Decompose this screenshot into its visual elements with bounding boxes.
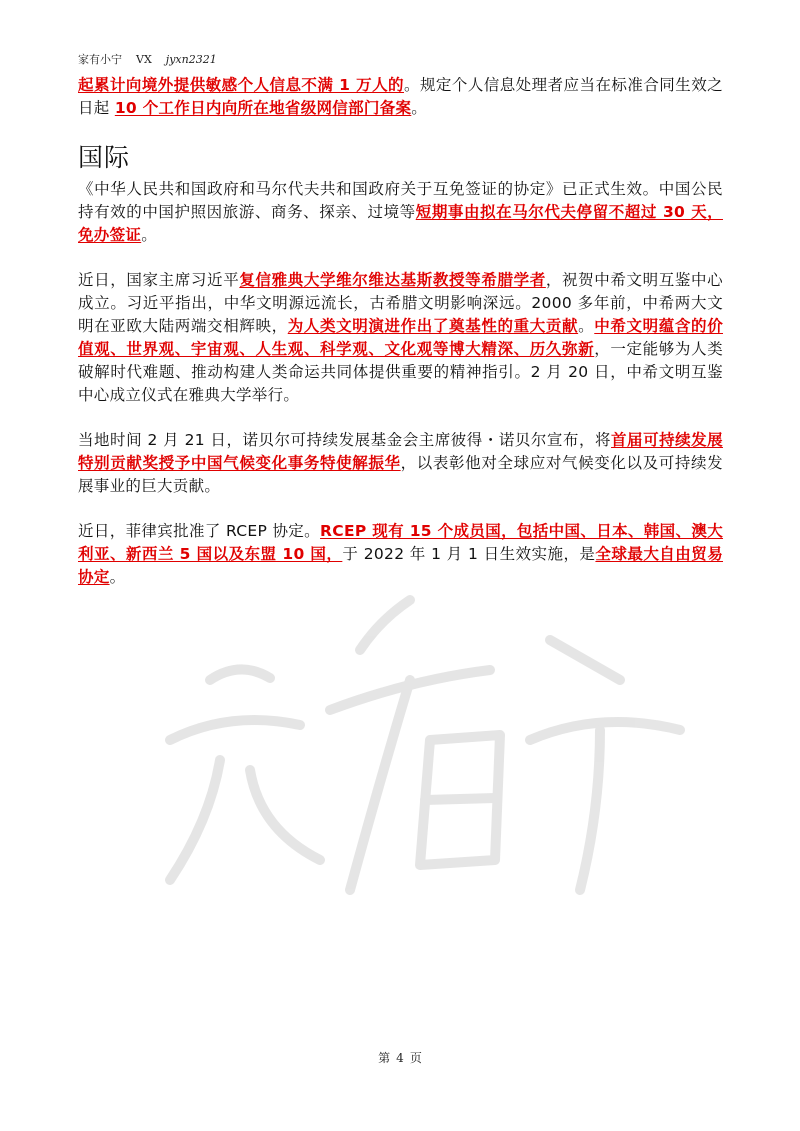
body-text: 。规定个人信息处理者应当在标准合同生效之日起 xyxy=(78,76,723,117)
footer-prefix: 第 xyxy=(378,1051,391,1065)
highlighted-text: 全球最大自由贸易协定 xyxy=(78,545,723,586)
intro-paragraph xyxy=(78,74,723,120)
highlighted-text: 复信雅典大学维尔维达基斯教授等希腊学者 xyxy=(239,271,546,289)
footer-page-number: 4 xyxy=(396,1051,404,1065)
body-text: ，祝贺中希文明互鉴中心成立。习近平指出，中华文明源远流长，古希腊文明影响深远。2000 多年前，中希两大文明在亚欧大陆两端交相辉映， xyxy=(78,271,723,335)
body-text: 。 xyxy=(411,99,428,117)
highlighted-text: 短期事由拟在马尔代夫停留不超过 30 天，免办签证 xyxy=(78,203,723,244)
body-text: 于 2022 年 1 月 1 日生效实施，是 xyxy=(342,545,596,563)
body-text: ，以表彰他对全球应对气候变化以及可持续发展事业的巨大贡献。 xyxy=(78,454,723,495)
watermark-graphic xyxy=(150,560,710,920)
news-paragraph xyxy=(78,178,723,247)
body-text: 。 xyxy=(578,317,595,335)
section-title-international: 国际 xyxy=(78,143,131,172)
highlighted-text: 起累计向境外提供敏感个人信息不满 1 万人的 xyxy=(78,76,404,94)
news-paragraph xyxy=(78,520,723,589)
document-body xyxy=(78,74,723,611)
highlighted-text: 中希文明蕴含的价值观、世界观、宇宙观、人生观、科学观、文化观等博大精深、历久弥新 xyxy=(78,317,723,358)
body-text: 近日，菲律宾批准了 RCEP 协定。 xyxy=(78,522,321,540)
body-text: ，一定能够为人类破解时代难题、推动构建人类命运共同体提供重要的精神指引。2 月 20 日，中希文明互鉴中心成立仪式在雅典大学举行。 xyxy=(78,340,723,404)
highlighted-text: 首届可持续发展特别贡献奖授予中国气候变化事务特使解振华 xyxy=(78,431,723,472)
highlighted-text: RCEP 现有 15 个成员国，包括中国、日本、韩国、澳大利亚、新西兰 5 国以及东盟 10 国， xyxy=(78,522,724,563)
page-footer xyxy=(0,1049,800,1066)
body-text: 。 xyxy=(141,226,158,244)
international-news-list xyxy=(78,178,723,589)
body-text: 。 xyxy=(109,568,126,586)
body-text: 近日，国家主席习近平 xyxy=(78,271,240,289)
news-paragraph xyxy=(78,429,723,498)
highlighted-text: 10 个工作日内向所在地省级网信部门备案 xyxy=(114,99,412,117)
header-vx-label: VX xyxy=(136,53,152,66)
header-author: 家有小宁 xyxy=(78,53,122,66)
news-paragraph xyxy=(78,269,723,407)
highlighted-text: 为人类文明演进作出了奠基性的重大贡献 xyxy=(287,317,579,335)
body-text: 《中华人民共和国政府和马尔代夫共和国政府关于互免签证的协定》已正式生效。中国公民持有效的中国护照因旅游、商务、探亲、过境等 xyxy=(78,180,723,221)
header-wechat-id: jyxn2321 xyxy=(165,53,217,66)
page-header xyxy=(78,51,231,67)
body-text: 当地时间 2 月 21 日，诺贝尔可持续发展基金会主席彼得・诺贝尔宣布，将 xyxy=(78,431,612,449)
footer-suffix: 页 xyxy=(409,1051,422,1065)
